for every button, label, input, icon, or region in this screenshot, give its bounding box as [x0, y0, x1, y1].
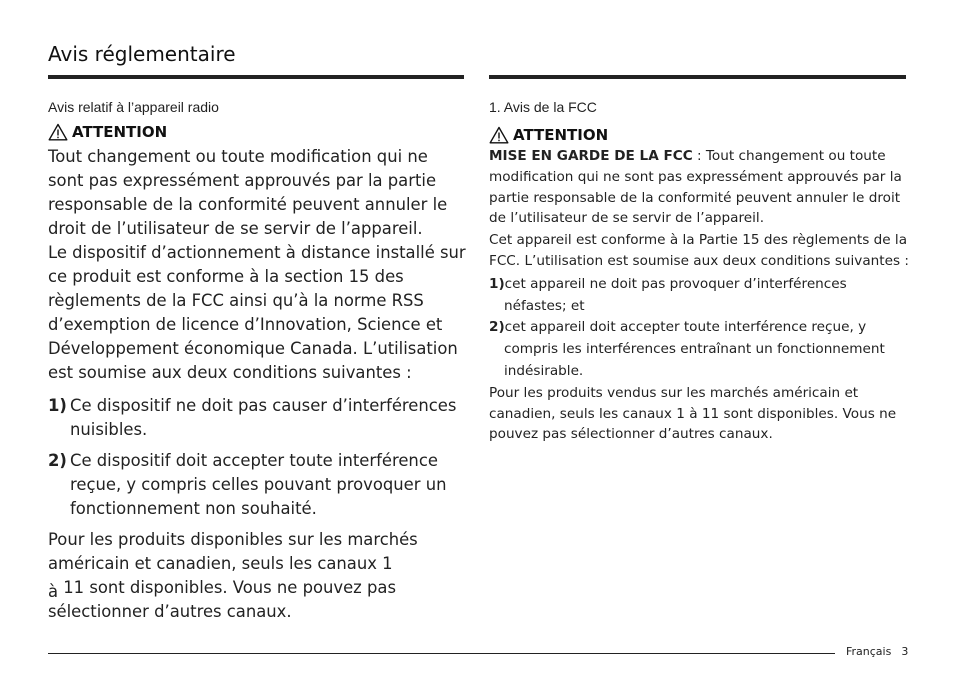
list-text: cet appareil doit accepter toute interférence reçue, y compris les interférences entraînant un fonctionnement indésirable.: [504, 319, 885, 379]
left-paragraph-3-line: sélectionner d’autres canaux.: [48, 602, 292, 621]
page-title: Avis réglementaire: [48, 42, 236, 66]
right-list-item-1: [489, 274, 909, 318]
left-warning: [48, 123, 468, 141]
left-warning-label: ATTENTION: [72, 123, 168, 141]
list-number: 1): [48, 396, 67, 415]
warning-triangle-icon: [48, 123, 68, 141]
right-list-item-2: [489, 317, 909, 382]
list-number: 1): [489, 275, 505, 292]
right-column: [489, 99, 909, 445]
warning-triangle-icon: [489, 126, 509, 144]
left-paragraph-3-line: Pour les produits disponibles sur les marchés: [48, 530, 418, 549]
left-list-item-1: [48, 394, 468, 442]
left-header-rule: [48, 75, 464, 79]
list-number: 2): [489, 319, 505, 336]
right-warning-label: ATTENTION: [513, 126, 609, 144]
right-caution-paragraph: [489, 146, 909, 229]
left-column: [48, 99, 468, 624]
list-text: cet appareil ne doit pas provoquer d’interférences néfastes; et: [504, 275, 847, 314]
list-text: Ce dispositif doit accepter toute interférence reçue, y compris celles pouvant provoquer un fonctionnement non souhaité.: [70, 451, 447, 518]
left-paragraph-1: Tout changement ou toute modification qui ne sont pas expressément approuvés par la partie responsable de la conformité peuvent annuler le droit de l’utilisateur de se servir de l’appareil.: [48, 147, 448, 238]
fcc-caution-text: : Tout changement ou toute modification qui ne sont pas expressément approuvés par la partie responsable de la conformité peuvent annuler le droit de l’utilisateur de se servir de l’appareil.: [489, 148, 902, 227]
fcc-caution-label: MISE EN GARDE DE LA FCC: [489, 148, 693, 164]
right-warning: [489, 126, 909, 144]
right-paragraph-2: Cet appareil est conforme à la Partie 15 des règlements de la FCC. L’utilisation est soumise aux deux conditions suivantes :: [489, 232, 909, 269]
list-text: Ce dispositif ne doit pas causer d’interférences nuisibles.: [70, 396, 457, 439]
left-paragraph-3: [48, 528, 468, 624]
list-number: 2): [48, 451, 67, 470]
left-paragraph-3-line: [48, 576, 468, 600]
right-subheading: 1. Avis de la FCC: [489, 99, 597, 115]
page-number: 3: [901, 645, 909, 658]
left-paragraph-3-line: américain et canadien, seuls les canaux 1: [48, 554, 393, 573]
left-paragraph-2: Le dispositif d’actionnement à distance installé sur ce produit est conforme à la section 15 des règlements de la FCC ainsi qu’à la norme RSS d’exemption de licence d’Innovation, Science et Développement économique Canada. L’utilisation est soumise aux deux conditions suivantes :: [48, 243, 466, 382]
right-header-rule: [489, 75, 906, 79]
left-subheading: Avis relatif à l’appareil radio: [48, 99, 219, 115]
footer-rule: [48, 653, 835, 654]
left-paragraph-3-text: 11 sont disponibles. Vous ne pouvez pas: [58, 578, 396, 597]
left-paragraph-3-a: à: [48, 582, 59, 601]
footer-language: Français: [846, 645, 892, 658]
right-paragraph-3: Pour les produits vendus sur les marchés américain et canadien, seuls les canaux 1 à 11 sont disponibles. Vous ne pouvez pas sélectionner d’autres canaux.: [489, 384, 897, 443]
page-footer: [846, 645, 908, 658]
left-list-item-2: [48, 449, 468, 521]
